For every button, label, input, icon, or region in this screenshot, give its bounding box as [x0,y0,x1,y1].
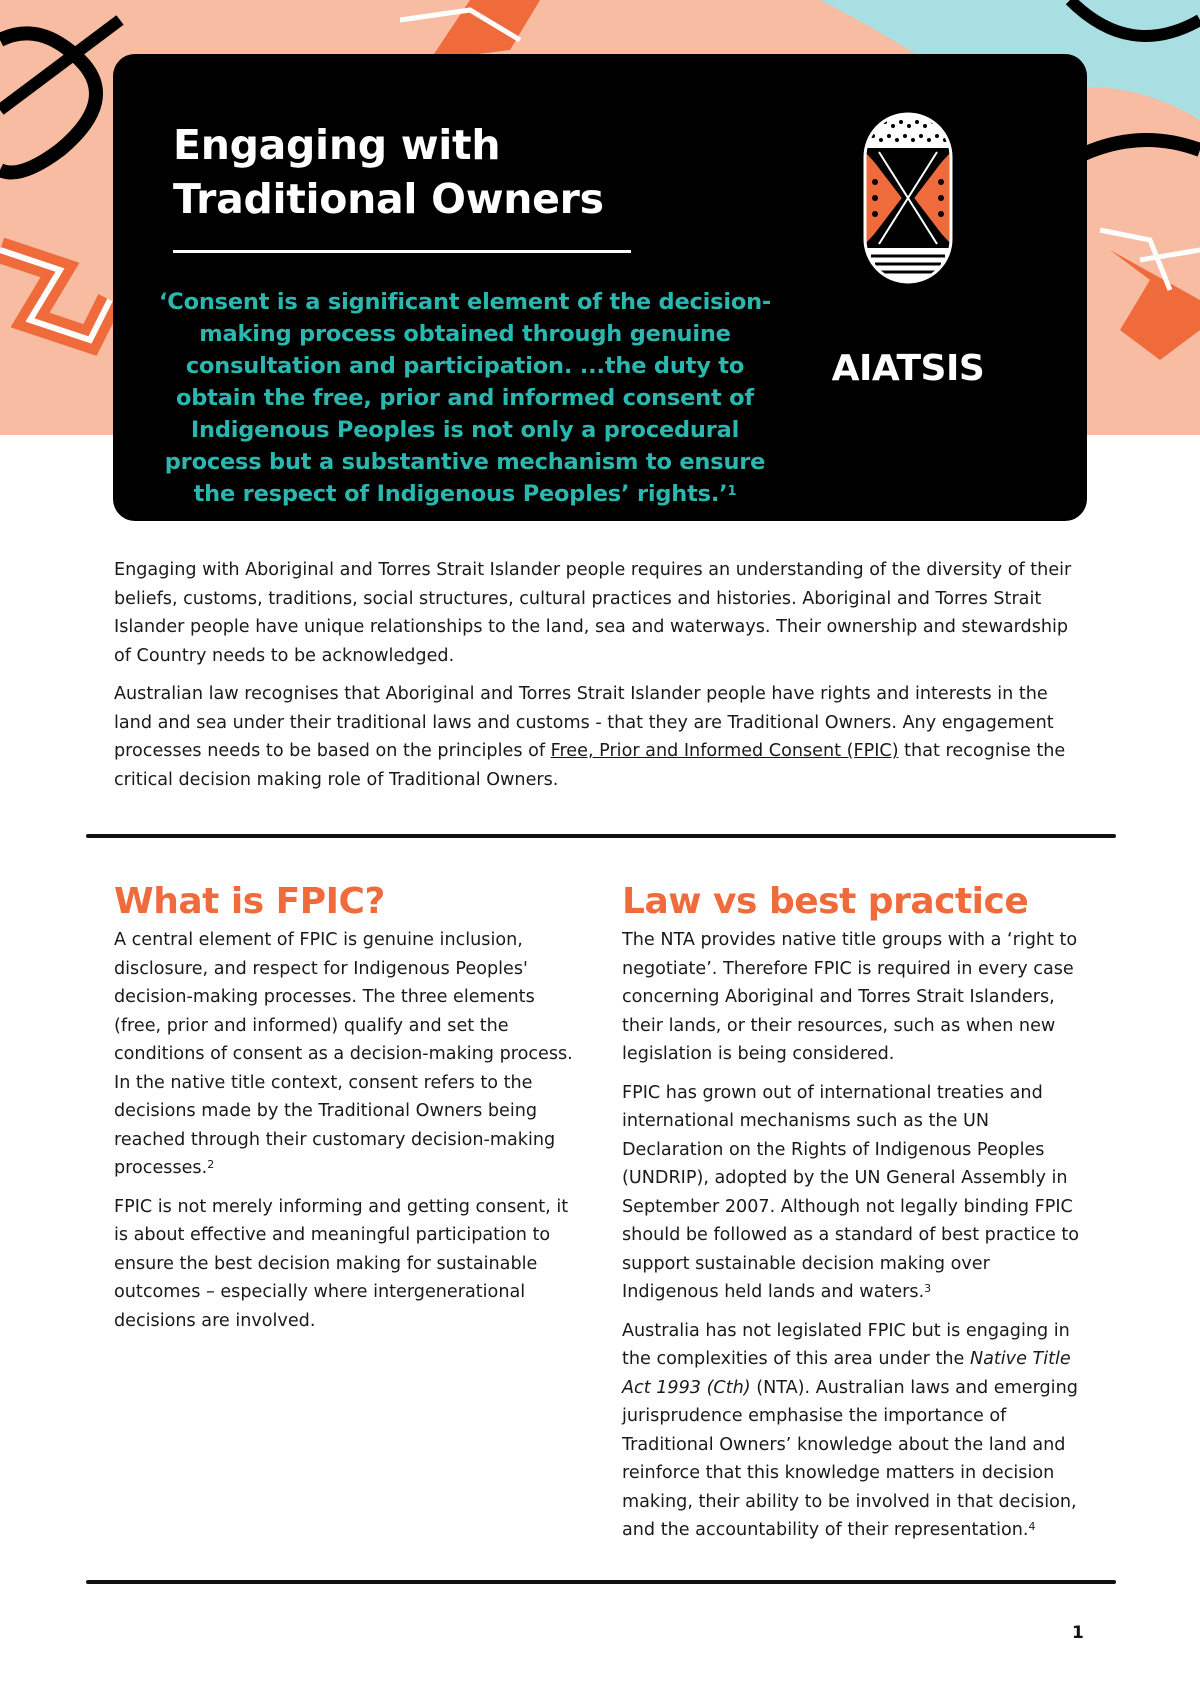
hero-quote-text: ‘Consent is a significant element of the decision-making process obtained through genuine consultation and participation. ...the duty to obtain the free, prior and informed consent of Indigenous Peoples is not only a procedural process but a substantive mechanism to ensure the respect of Indigenous Peoples’ rights.’ [158,289,772,507]
aiatsis-shield-icon [813,112,1003,342]
what-is-fpic-section [114,878,584,1345]
section-heading-what-is-fpic: What is FPIC? [114,881,385,922]
section-divider-top [86,834,1116,838]
footnote-ref-1: 1 [727,484,737,499]
act-title: Native Title Act 1993 (Cth) [622,1349,1071,1398]
intro-paragraph-1: Engaging with Aboriginal and Torres Strait Islander people requires an understanding of the diversity of their beliefs, customs, traditions, social structures, cultural practices and histories. Aboriginal and Torres Strait Islander people have unique relationships to the land, sea and waterways. Their ownership and stewardship of Country needs to be acknowledged. [114,560,1072,666]
law-paragraph-3 [622,1317,1092,1545]
intro-p2-text-before: Australian law recognises that Aboriginal and Torres Strait Islander people have rights and interests in the land and sea under their traditional laws and customs - that they are Traditional Owners. Any engagement processes needs to be based on the principles of [114,684,1054,761]
footnote-ref-4: 4 [1028,1520,1036,1533]
law-paragraph-1: The NTA provides native title groups with a ‘right to negotiate’. Therefore FPIC is required in every case concerning Aboriginal and Torres Strait Islanders, their lands, or their resources, such as when new legislation is being considered. [622,930,1078,1064]
aiatsis-logo [813,112,1003,389]
section-heading-law-vs-best-practice: Law vs best practice [622,881,1029,922]
page-number: 1 [1072,1623,1084,1643]
hero-quote [153,286,777,510]
fpic-paragraph-1 [114,926,584,1183]
law-vs-best-practice-section [622,878,1092,1555]
fpic-paragraph-2: FPIC is not merely informing and getting consent, it is about effective and meaningful participation to ensure the best decision making for sustainable outcomes – especially where intergenerational decisions are involved. [114,1196,569,1331]
law-paragraph-2 [622,1079,1092,1307]
fpic-paragraph-1-text: A central element of FPIC is genuine inclusion, disclosure, and respect for Indigenous Peoples' decision-making processes. The three elements (free, prior and informed) qualify and set the conditions of consent as a decision-making process. In the native title context, consent refers to the decisions made by the Traditional Owners being reached through their customary decision-making processes. [114,930,573,1178]
logo-wordmark: AIATSIS [831,348,985,389]
intro-paragraph-2 [114,680,1074,794]
section-divider-bottom [86,1580,1116,1584]
law-p3-text-before: Australia has not legislated FPIC but is engaging in the complexities of this area under the [622,1320,1070,1369]
law-paragraph-2-text: FPIC has grown out of international treaties and international mechanisms such as the UN Declaration on the Rights of Indigenous Peoples (UNDRIP), adopted by the UN General Assembly in September 2007. Although not legally binding FPIC should be followed as a standard of best practice to support sustainable decision making over Indigenous held lands and waters. [622,1082,1080,1302]
intro-p2-text-after: that recognise the critical decision making role of Traditional Owners. [114,741,1066,790]
title-divider [173,250,631,253]
intro-section [114,556,1074,804]
page-title [173,118,673,226]
page-title-line-2: Traditional Owners [173,175,604,223]
page-title-line-1: Engaging with [173,121,501,169]
fpic-link[interactable]: Free, Prior and Informed Consent (FPIC) [550,741,899,761]
footnote-ref-3: 3 [924,1282,932,1295]
hero-card [113,54,1087,521]
footnote-ref-2: 2 [207,1158,215,1171]
law-p3-text-after: (NTA). Australian laws and emerging jurisprudence emphasise the importance of Traditional Owners’ knowledge about the land and reinforce that this knowledge matters in decision making, their ability to be involved in that decision, and the accountability of their representation. [622,1377,1078,1540]
